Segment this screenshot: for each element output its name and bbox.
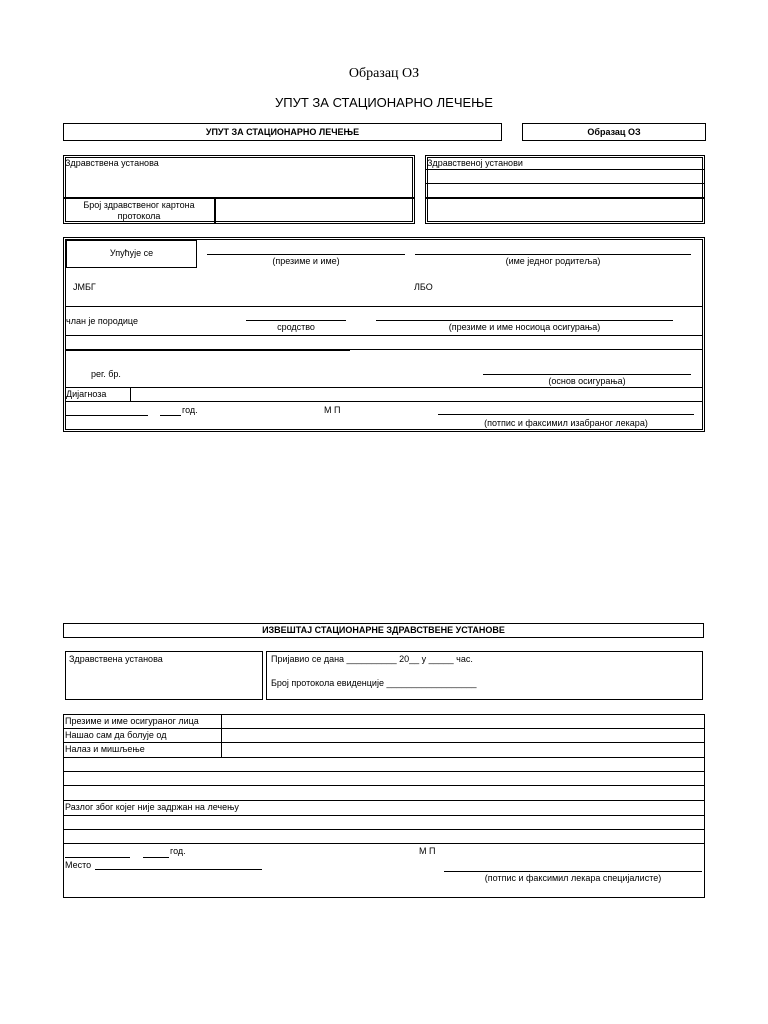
reg-label: рег. бр. — [91, 369, 121, 379]
insured-line[interactable] — [376, 320, 673, 321]
family-member-label: члан је породице — [66, 316, 138, 326]
diagnosis-label: Дијагноза — [66, 389, 107, 399]
form-code-label: Образац ОЗ — [587, 127, 641, 137]
place-line[interactable] — [95, 869, 262, 870]
card-number-field[interactable] — [216, 199, 412, 221]
signature-line[interactable] — [438, 414, 694, 415]
lbo-label: ЛБО — [414, 282, 433, 292]
card-label — [66, 200, 212, 222]
diagnosis-bottom-line — [66, 401, 702, 402]
found-ill-label: Нашао сам да болује од — [65, 730, 167, 740]
insured-caption: (презиме и име носиоца осигурања) — [448, 322, 601, 332]
protocol-line[interactable]: Број протокола евиденције __________________ — [271, 678, 477, 688]
jmbg-row-line — [66, 306, 702, 307]
parent-caption: (име једног родитеља) — [505, 256, 601, 266]
found-ill-field[interactable] — [223, 729, 703, 741]
signature-caption: (потпис и факсимил изабраног лекара) — [484, 418, 648, 428]
insurance-basis-line[interactable] — [483, 374, 691, 375]
place-label: Место — [65, 860, 92, 870]
report-row-line-4[interactable] — [63, 771, 705, 772]
report-label-divider — [221, 714, 222, 757]
report-row-line-7[interactable] — [63, 815, 705, 816]
report-stamp-label: М П — [419, 846, 436, 856]
address-line-2a[interactable] — [66, 349, 350, 351]
refers-label: Упућује се — [109, 248, 154, 258]
report-year-line[interactable] — [143, 857, 169, 858]
report-row-line-9[interactable] — [63, 843, 705, 844]
report-signature-line[interactable] — [444, 871, 702, 872]
jmbg-label: ЈМБГ — [73, 282, 96, 292]
report-title: ИЗВЕШТАЈ СТАЦИОНАРНЕ ЗДРАВСТВЕНЕ УСТАНОВЕ — [262, 625, 505, 635]
parent-line[interactable] — [415, 254, 691, 255]
diagnosis-divider — [130, 387, 131, 401]
report-header-box — [63, 623, 704, 638]
report-row-line-3 — [63, 757, 705, 758]
registration-line[interactable]: Пријавио се дана __________ 20__ у _____ час. — [271, 654, 473, 664]
to-institution-line-2 — [425, 183, 705, 184]
institution-label: Здравствена установа — [65, 158, 159, 168]
year-label: год. — [182, 405, 198, 415]
reason-label: Разлог због којег није задржан на лечењу — [65, 802, 239, 812]
insured-name-label: Презиме и име осигураног лица — [65, 716, 199, 726]
address-line-2b[interactable] — [350, 349, 702, 350]
page-title: УПУТ ЗА СТАЦИОНАРНО ЛЕЧЕЊЕ — [275, 95, 493, 110]
relation-line[interactable] — [246, 320, 346, 321]
year-line[interactable] — [160, 415, 181, 416]
insurance-basis-caption: (основ осигурања) — [548, 376, 626, 386]
form-code-box — [522, 123, 706, 141]
report-year-label: год. — [170, 846, 186, 856]
insured-name-field[interactable] — [223, 715, 703, 727]
report-row-line-5[interactable] — [63, 785, 705, 786]
name-line[interactable] — [207, 254, 405, 255]
to-institution-label: Здравственој установи — [427, 158, 523, 168]
stamp-label: М П — [324, 405, 341, 415]
date-line[interactable] — [66, 415, 148, 416]
report-signature-caption: (потпис и факсимил лекара специјалисте) — [484, 873, 662, 883]
referral-header-title: УПУТ ЗА СТАЦИОНАРНО ЛЕЧЕЊЕ — [205, 127, 360, 137]
to-institution-field[interactable] — [428, 199, 702, 221]
to-institution-line-1 — [425, 169, 705, 170]
form-code-title: Образац ОЗ — [348, 66, 420, 81]
relation-caption: сродство — [277, 322, 315, 332]
card-label-line2: протокола — [117, 211, 161, 221]
card-label-line1: Број здравственог картона — [83, 200, 195, 210]
report-institution-label: Здравствена установа — [69, 654, 163, 664]
address-line-1[interactable] — [66, 335, 702, 336]
referral-header-box — [63, 123, 502, 141]
findings-field[interactable] — [223, 743, 703, 756]
report-date-line[interactable] — [65, 857, 130, 858]
name-caption: (презиме и име) — [272, 256, 340, 266]
findings-label: Налаз и мишљење — [65, 744, 145, 754]
report-row-line-8[interactable] — [63, 829, 705, 830]
report-row-line-6[interactable] — [63, 800, 705, 801]
diagnosis-field[interactable] — [132, 388, 700, 400]
